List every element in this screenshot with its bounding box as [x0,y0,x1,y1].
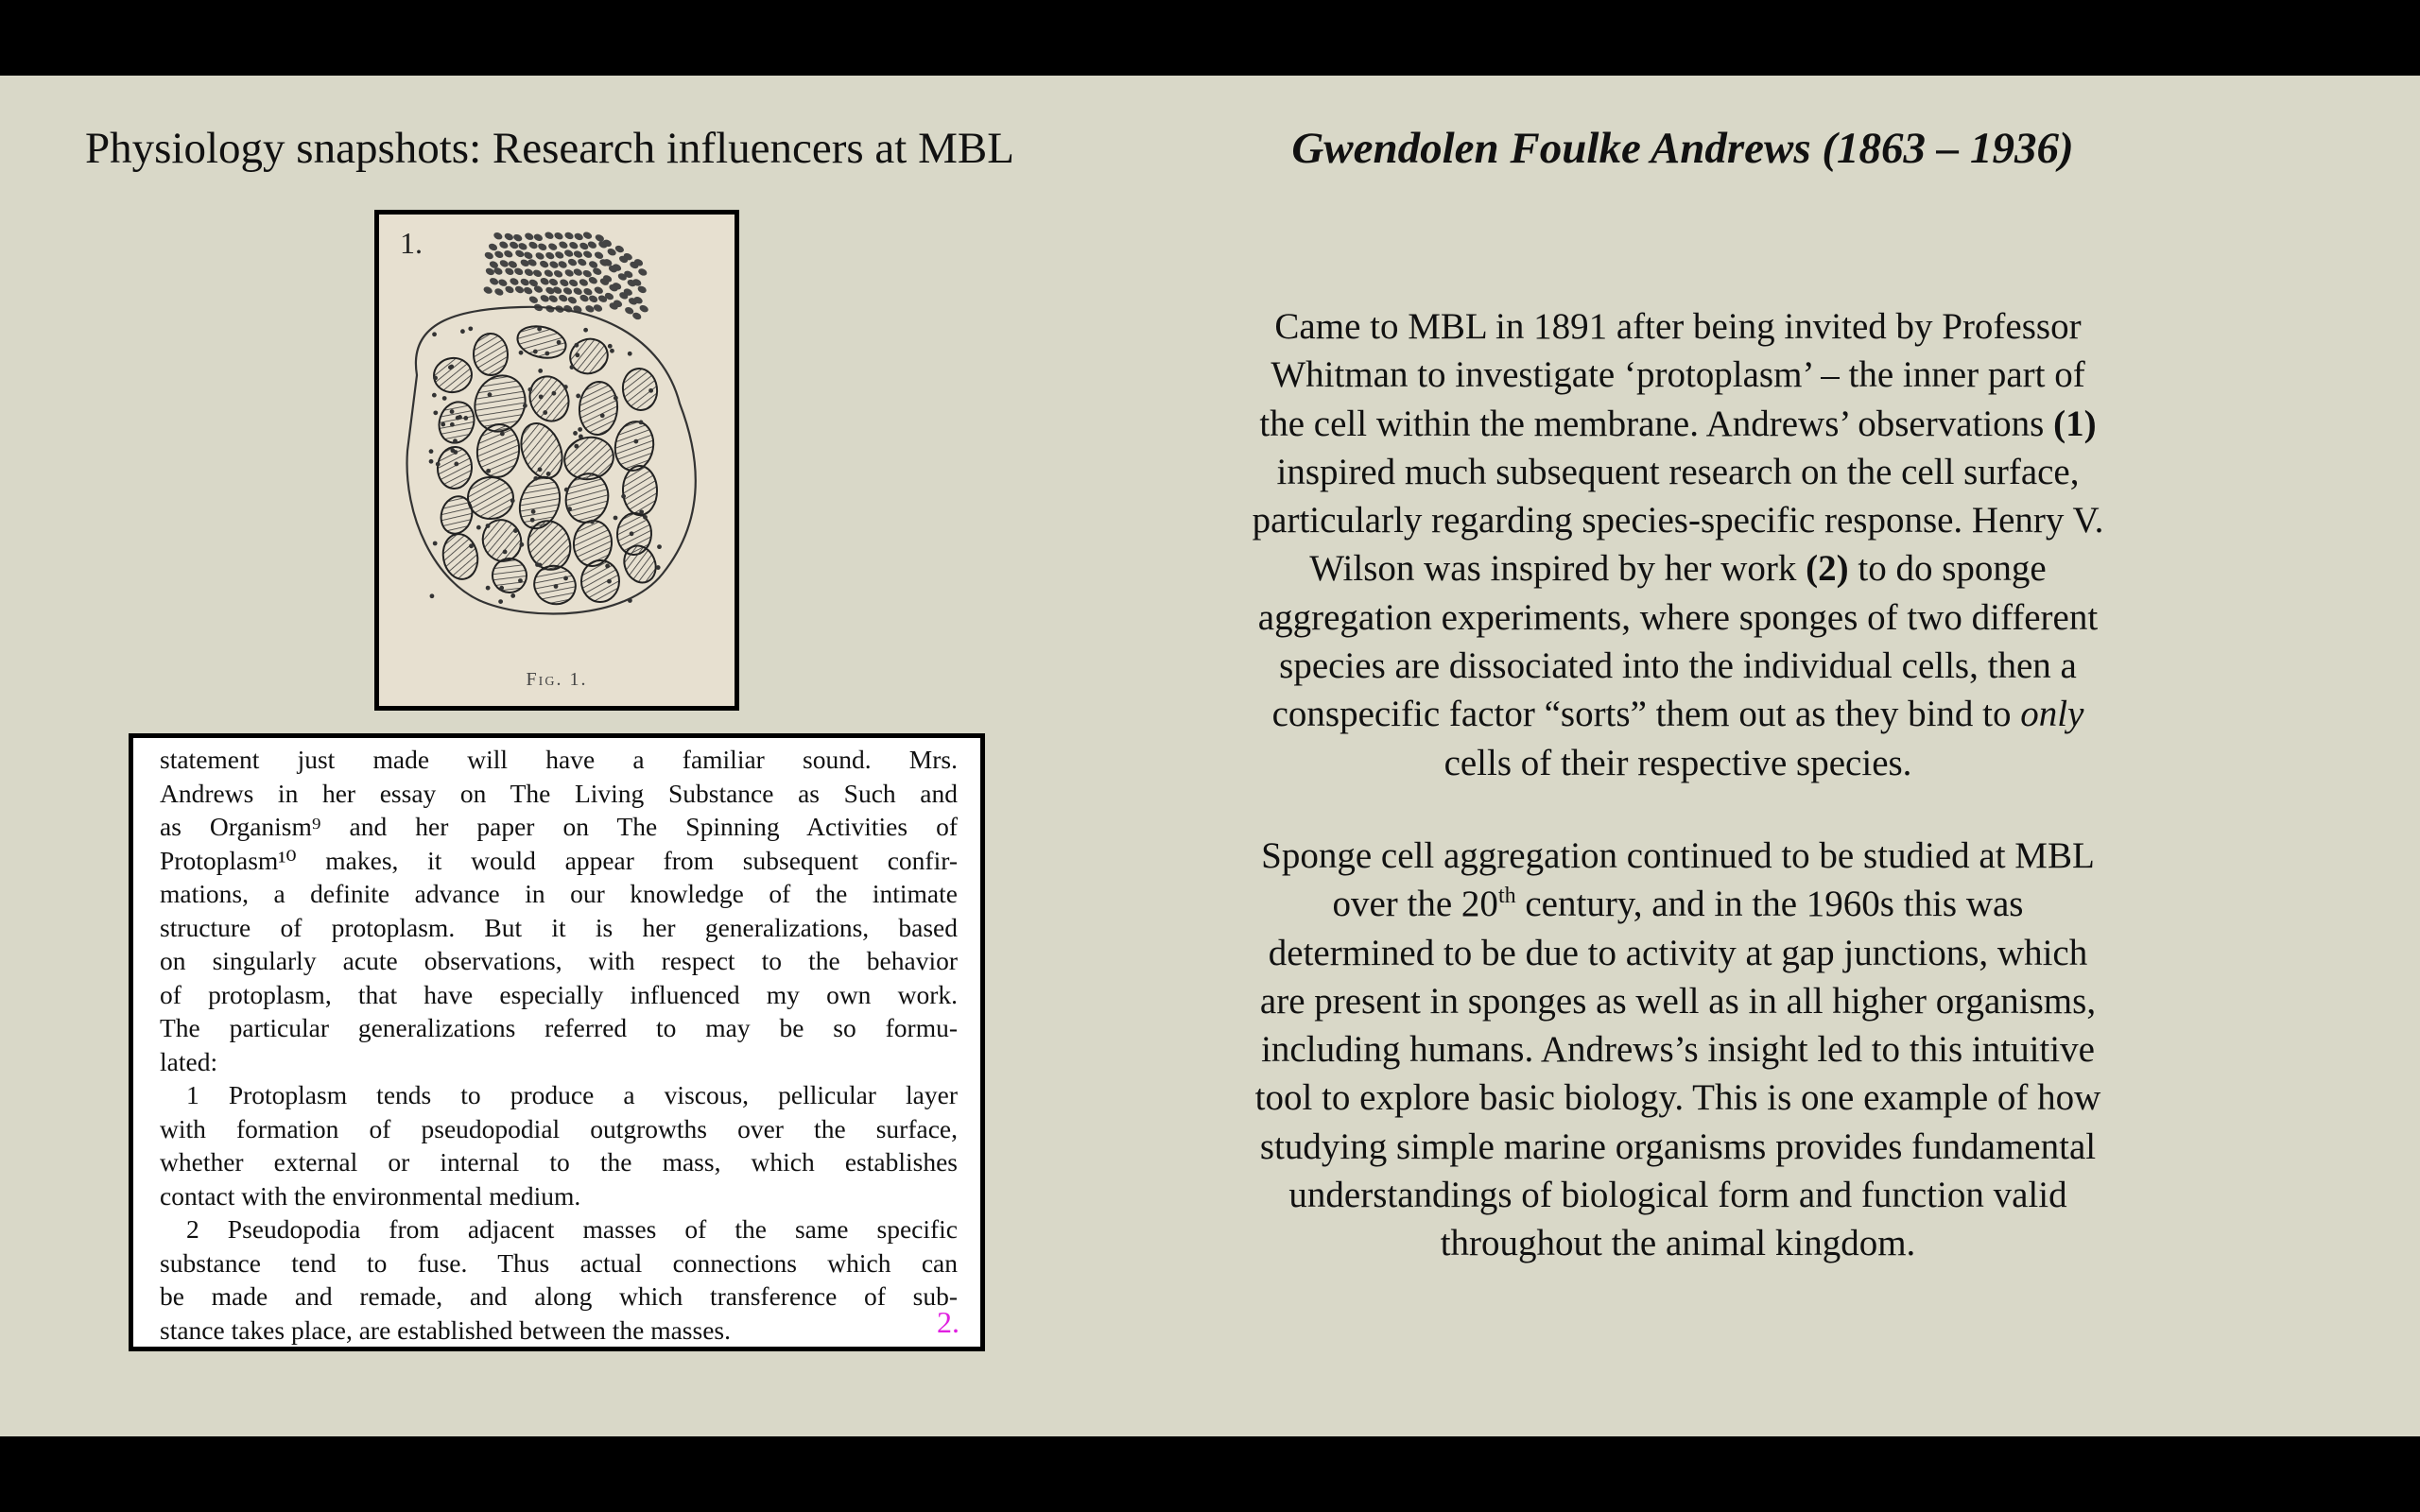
para2-line: tool to explore basic biology. This is one example of how [1254,1077,2101,1119]
cytoplasm-dot [608,344,613,349]
cytoplasm-dot [441,422,445,427]
cytoplasm-dot [531,509,536,514]
small-cell [497,278,509,287]
cytoplasm-dot [442,396,447,401]
small-cell [567,258,579,267]
small-cell [523,285,534,295]
cytoplasm-dot [614,396,618,401]
small-cell [563,231,575,240]
cytoplasm-dot [583,328,588,333]
cytoplasm-dot [429,449,434,454]
slide [0,76,2420,1436]
small-cell [493,287,505,297]
cytoplasm-dot [433,376,438,381]
small-cell [548,277,560,286]
para2-line: studying simple marine organisms provides fundamental [1259,1125,2097,1167]
cytoplasm-dot [498,599,503,604]
excerpt-line: as Organism⁹ and her paper on The Spinning Activities of [160,812,958,841]
cytoplasm-dot [433,410,438,415]
para1-line: Whitman to investigate ‘protoplasm’ – the inner part of [1270,354,2085,396]
cytoplasm-dot [450,422,455,427]
cytoplasm-dot [628,352,632,356]
cytoplasm-dot [657,544,662,549]
cytoplasm-dot [563,385,568,389]
cytoplasm-dot [432,332,437,336]
small-cell [563,268,575,278]
small-cell [638,304,649,314]
para2-text: over the 20 [1332,884,1498,925]
cytoplasm-dot [513,528,518,533]
cytoplasm-dot [630,531,634,536]
cytoplasm-dot [576,394,580,399]
small-cell [509,240,520,249]
small-cell [512,233,524,243]
excerpt-line: 1 Protoplasm tends to produce a viscous, pellicular layer [186,1080,958,1109]
para2-line: throughout the animal kingdom. [1440,1223,1916,1264]
cytoplasm-dot [574,343,579,348]
cytoplasm-dot [633,439,638,444]
cytoplasm-dot [543,410,547,415]
cytoplasm-dot [539,394,544,399]
small-cell [493,249,505,259]
small-cell [563,249,575,258]
para1-line [1201,690,2155,738]
cytoplasm-dot [600,413,605,418]
cytoplasm-dot [488,392,493,397]
cytoplasm-dot [450,409,455,414]
cytoplasm-dot [590,520,595,524]
small-cell [559,278,570,287]
figure-1-cell-drawing [374,210,739,711]
small-cell [584,304,596,314]
small-cell [548,260,560,269]
cytoplasm-dot [503,550,508,555]
excerpt-line: contact with the environmental medium. [160,1180,581,1211]
excerpt-line: stance takes place, are established between the masses. [160,1314,731,1345]
small-cell [533,232,544,242]
cytoplasm-dot [486,524,491,528]
small-cell [509,277,520,286]
cytoplasm-dot [610,349,614,353]
cytoplasm-dot [463,416,468,421]
para1-line: aggregation experiments, where sponges of two different [1257,596,2099,638]
cytoplasm-dot [546,472,551,476]
cytoplasm-dot [563,576,568,581]
cytoplasm-dot [614,516,618,521]
small-cell [557,260,568,269]
excerpt-line: Protoplasm¹⁰ makes, it would appear from subsequent confir- [160,845,958,875]
hatched-cell [474,334,509,376]
excerpt-line: substance tend to fuse. Thus actual connections which can [160,1247,958,1278]
para1-text: conspecific factor “sorts” them out as they bind to [1271,694,2021,735]
cytoplasm-dot [448,365,453,369]
para1-line: inspired much subsequent research on the cell surface, [1276,451,2080,492]
cytoplasm-dot [430,593,435,598]
small-cell [504,232,515,241]
small-cell [498,240,510,249]
description-paragraph-1 [1201,302,2155,787]
cytoplasm-dot [500,432,505,437]
small-cell [485,266,496,276]
small-cell [592,266,603,276]
cell-drawing-illustration [379,215,735,706]
description-paragraph-2 [1201,832,2155,1268]
cytoplasm-dot [486,469,491,473]
small-cell [503,249,514,259]
small-cell [484,250,495,260]
cytoplasm-dot [538,563,543,568]
cytoplasm-dot [605,564,610,569]
cytoplasm-dot [575,352,579,357]
small-cell [537,242,548,251]
small-cell [598,258,610,267]
para1-line [1201,544,2155,593]
cytoplasm-dot [557,340,562,345]
small-cell [582,249,594,259]
small-cell [573,249,584,259]
cytoplasm-dot [538,467,543,472]
para2-line: understandings of biological form and function valid [1288,1175,2067,1216]
small-cell [527,240,539,249]
hatched-cell [468,477,514,520]
small-cell [504,284,515,294]
slide-title: Physiology snapshots: Research influencers at MBL [85,124,1014,173]
para1-text: to do sponge [1848,548,2047,590]
figure-ref-2: (2) [1806,548,1849,590]
figure-ref-1: (1) [2053,403,2097,444]
small-cell [544,250,556,260]
excerpt-line: be made and remade, and along which transference of sub- [160,1281,958,1311]
small-cell [524,232,535,241]
para2-line: determined to be due to activity at gap junctions, which [1268,932,2088,973]
para1-line: Came to MBL in 1891 after being invited by Professor [1274,306,2082,347]
small-cell [553,269,564,279]
cytoplasm-dot [510,593,515,598]
cytoplasm-dot [573,431,578,436]
small-cell [504,266,515,276]
excerpt-line: of protoplasm, that have especially influenced my own work. [160,979,958,1009]
hatched-cell [524,371,575,427]
small-cell [539,277,550,286]
small-cell [554,250,565,260]
small-cell [594,285,605,295]
hatched-cell [431,355,474,395]
cytoplasm-dot [460,329,465,334]
small-cell [514,249,526,258]
ordinal-suffix: th [1497,884,1516,909]
cytoplasm-dot [436,462,441,467]
small-cell [482,285,493,295]
small-cell [508,260,519,269]
cytoplasm-dot [519,542,524,547]
excerpt-line: with formation of pseudopodial outgrowths over the surface, [160,1113,958,1143]
para1-text: Wilson was inspired by her work [1309,548,1806,590]
cytoplasm-dot [648,388,653,393]
cytoplasm-dot [567,507,572,511]
small-cell [523,250,534,260]
hatched-cell [578,381,619,437]
small-cell [553,232,564,241]
cytoplasm-dot [579,435,583,439]
cytoplasm-dot [607,579,612,584]
cytoplasm-dot [469,543,474,548]
cytoplasm-dot [518,578,523,583]
cytoplasm-dot [533,350,538,354]
hatched-cell [561,469,614,527]
small-cell [582,231,594,240]
small-cell [594,250,605,260]
para2-line: including humans. Andrews’s insight led to this intuitive [1261,1029,2095,1071]
small-cell [558,293,569,302]
small-cell [489,277,500,286]
hatched-cell [572,519,614,567]
excerpt-line: Andrews in her essay on The Living Substance as Such and [160,778,958,808]
small-cell [547,242,559,251]
excerpt-line: lated: [160,1046,218,1076]
hatched-cell [620,367,660,413]
small-cell [544,268,555,278]
small-cell [544,231,555,240]
cytoplasm-dot [639,421,644,425]
small-cell [498,259,510,268]
small-cell [593,303,604,313]
small-cell [513,266,525,276]
cytoplasm-dot [656,565,661,570]
cytoplasm-dot [453,438,458,443]
small-cell [573,232,584,241]
figure-2-text-excerpt [129,733,985,1351]
excerpt-line: mations, a definite advance in our knowledge of the intimate [160,879,958,908]
cytoplasm-dot [554,584,559,589]
hatched-cell [623,466,658,516]
small-cell [573,267,584,277]
cytoplasm-dot [621,494,626,499]
cytoplasm-dot [552,391,557,396]
cytoplasm-dot [523,404,527,408]
cytoplasm-dot [456,416,460,421]
cytoplasm-dot [574,444,579,449]
scientist-name-heading: Gwendolen Foulke Andrews (1863 – 1936) [1291,124,2074,173]
cytoplasm-dot [510,498,515,503]
hatched-cell [475,422,522,480]
small-cell [567,296,579,305]
figure-1-number: 1. [400,226,423,260]
cytoplasm-dot [429,459,434,464]
small-cell [514,284,526,294]
cytoplasm-dot [538,369,543,373]
cytoplasm-dot [530,518,535,523]
cytoplasm-dot [454,462,458,467]
small-cell [572,286,583,296]
cytoplasm-dot [628,598,632,603]
small-cell [519,277,530,286]
cytoplasm-dot [476,525,481,530]
hatched-cell [612,419,657,473]
small-cell [528,295,540,304]
cytoplasm-dot [537,327,542,332]
excerpt-line: whether external or internal to the mass, which establishes [160,1147,958,1177]
small-cell [517,242,528,251]
small-cell [636,284,648,294]
para1-text: the cell within the membrane. Andrews’ observations [1259,403,2054,444]
small-cell [588,260,599,269]
cytoplasm-dot [432,393,437,398]
small-cell [532,268,544,278]
hatched-cell [514,418,570,484]
para2-line: Sponge cell aggregation continued to be studied at MBL [1261,835,2095,876]
figure-2-marker: 2. [937,1305,959,1339]
small-cell [562,286,574,296]
small-cell [579,241,590,250]
emphasis-only: only [2020,694,2084,735]
cytoplasm-dot [544,352,549,356]
cytoplasm-dot [570,365,575,369]
small-cell [539,294,550,303]
cytoplasm-dot [527,387,532,392]
cytoplasm-dot [578,427,582,432]
cytoplasm-dot [433,541,438,546]
small-cell [488,242,499,251]
cytoplasm-dot [519,351,524,355]
small-cell [637,267,648,277]
cytoplasm-dot [564,488,569,492]
small-cell [568,241,579,250]
hatched-cell [581,560,620,603]
small-cell [588,294,599,303]
small-cell [568,278,579,287]
small-cell [587,240,598,249]
cytoplasm-dot [499,586,504,591]
para1-line [1201,400,2155,448]
small-cell [558,240,569,249]
cytoplasm-dot [533,476,538,481]
figure-1-caption: Fig. 1. [526,669,588,690]
para1-line: species are dissociated into the individual cells, then a [1279,645,2077,687]
cytoplasm-dot [486,586,491,591]
hatched-cell [477,514,527,566]
excerpt-line: structure of protoplasm. But it is her generalizations, based [160,912,958,942]
cytoplasm-dot [643,515,648,520]
excerpt-line: statement just made will have a familiar sound. Mrs. [160,745,958,774]
excerpt-line: on singularly acute observations, with respect to the behavior [160,946,958,975]
small-cell [527,258,538,267]
cytoplasm-dot [450,448,455,453]
para1-line: cells of their respective species. [1443,742,1912,783]
excerpt-line: 2 Pseudopodia from adjacent masses of the same specific [186,1214,958,1244]
small-cell [577,257,588,266]
hatched-cell [565,334,613,379]
small-cell [547,294,559,303]
small-cell [534,251,545,261]
para2-text: century, and in the 1960s this was [1515,884,2024,925]
hatched-cell [487,553,531,597]
small-cell [579,278,590,287]
para2-line [1201,880,2155,928]
cytoplasm-dot [639,509,644,514]
excerpt-line: The particular generalizations referred to may be so formu- [160,1013,958,1042]
para1-line: particularly regarding species-specific response. Henry V. [1252,500,2104,541]
cytoplasm-dot [468,326,473,331]
small-cell [552,285,563,295]
small-cell [539,259,550,268]
small-cell [493,232,504,241]
small-cell [524,267,535,277]
para2-line: are present in sponges as well as in all higher organisms, [1259,980,2097,1022]
